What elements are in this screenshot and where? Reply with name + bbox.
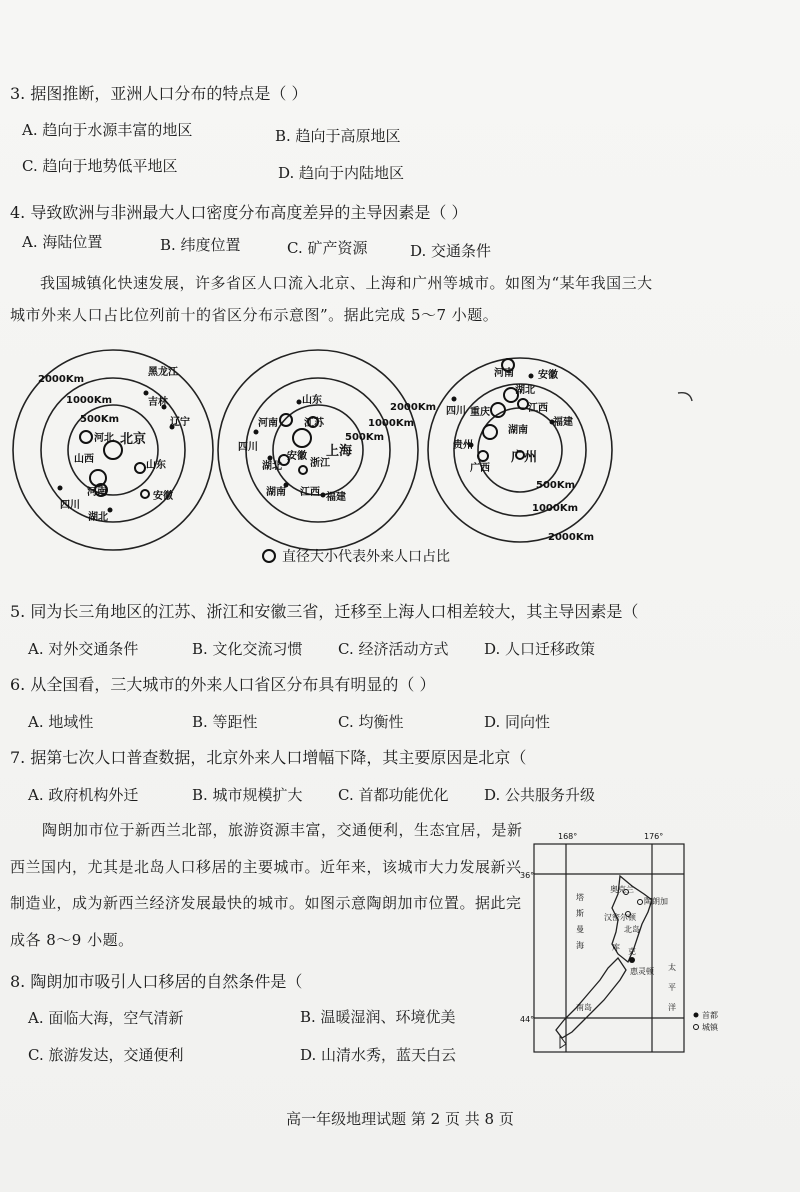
q7-option-c: C. 首都功能优化: [338, 786, 449, 804]
q4-stem: 4. 导致欧洲与非洲最大人口密度分布高度差异的主导因素是（ ）: [10, 203, 468, 222]
q7-option-a: A. 政府机构外迁: [28, 786, 139, 804]
map-sea-1: 塔: [576, 893, 584, 902]
beijing-province-3: 辽宁: [170, 417, 190, 428]
intro2-line3: 制造业，成为新西兰经济发展最快的城市。如图示意陶朗加市位置。据此完: [10, 894, 522, 912]
guangzhou-province-3: 湖北: [515, 385, 535, 396]
beijing-province-4: 河北: [94, 433, 114, 444]
q6-stem: 6. 从全国看，三大城市的外来人口省区分布具有明显的（ ）: [10, 675, 436, 694]
shanghai-province-3: 江苏: [304, 418, 324, 429]
beijing-marker-hebei: [80, 431, 92, 443]
intro2-line4: 成各 8～9 小题。: [10, 931, 134, 949]
q3-option-b: B. 趋向于高原地区: [275, 127, 401, 145]
q4-option-b: B. 纬度位置: [160, 236, 241, 254]
beijing-label-500: 500Km: [80, 414, 120, 425]
q6-option-b: B. 等距性: [192, 713, 258, 731]
guangzhou-label-500: 500Km: [536, 480, 576, 491]
shanghai-province-2: 河南: [258, 418, 278, 429]
beijing-province-7: 河南: [87, 487, 107, 498]
guangzhou-province-1: 河南: [494, 368, 514, 379]
shanghai-province-6: 湖北: [262, 461, 282, 472]
map-lon-176: 176°: [644, 832, 664, 841]
shanghai-province-4: 四川: [238, 442, 258, 453]
guangzhou-province-10: 广西: [470, 463, 490, 474]
q8-stem: 8. 陶朗加市吸引人口移居的自然条件是（: [10, 972, 303, 991]
beijing-province-2: 吉林: [148, 397, 168, 408]
city-migration-figure: [0, 335, 800, 575]
shanghai-label-1000: 1000Km: [368, 418, 415, 429]
map-city-hamilton: 汉密尔顿: [604, 913, 636, 922]
shanghai-province-9: 江西: [300, 487, 320, 498]
map-sea-3: 曼: [576, 925, 584, 934]
q6-option-d: D. 同向性: [484, 713, 551, 731]
shanghai-marker-zhejiang: [299, 466, 307, 474]
legend-capital-icon: [694, 1013, 699, 1018]
beijing-city-label: 北京: [120, 432, 147, 447]
q6-option-a: A. 地域性: [28, 713, 94, 731]
q5-option-b: B. 文化交流习惯: [192, 640, 303, 658]
map-north-island: 北岛: [624, 925, 640, 934]
map-lon-168: 168°: [558, 832, 578, 841]
map-city-tauranga: 陶朗加: [644, 897, 668, 906]
q5-option-c: C. 经济活动方式: [338, 640, 449, 658]
q8-option-a: A. 面临大海，空气清新: [28, 1009, 184, 1027]
shanghai-marker-henan: [280, 414, 292, 426]
q7-stem: 7. 据第七次人口普查数据，北京外来人口增幅下降，其主要原因是北京（: [10, 748, 527, 767]
shanghai-province-7: 浙江: [310, 458, 330, 469]
guangzhou-label-2000: 2000Km: [548, 532, 595, 543]
map-lat-36: 36°: [520, 871, 535, 880]
shanghai-province-1: 山东: [302, 395, 322, 406]
map-ocean-3: 洋: [668, 1003, 676, 1012]
q7-option-b: B. 城市规模扩大: [192, 786, 303, 804]
beijing-province-8: 安徽: [153, 491, 173, 502]
q3-option-d: D. 趋向于内陆地区: [278, 164, 405, 182]
shanghai-center-marker: [293, 429, 311, 447]
intro1-line2: 城市外来人口占比位列前十的省区分布示意图”。据此完成 5～7 小题。: [10, 306, 499, 324]
new-zealand-map: [520, 828, 760, 1060]
beijing-province-10: 湖北: [88, 512, 108, 523]
map-ocean-1: 太: [668, 963, 676, 972]
q8-option-b: B. 温暖湿润、环境优美: [300, 1008, 456, 1026]
q4-option-a: A. 海陆位置: [22, 233, 103, 251]
beijing-province-9: 四川: [60, 500, 80, 511]
q8-option-c: C. 旅游发达，交通便利: [28, 1046, 184, 1064]
guangzhou-marker-hunan: [483, 425, 497, 439]
beijing-marker-anhui: [141, 490, 149, 498]
map-sea-2: 斯: [576, 909, 584, 918]
shanghai-city-label: 上海: [326, 444, 353, 459]
map-sea-4: 海: [576, 941, 584, 950]
q3-option-a: A. 趋向于水源丰富的地区: [22, 121, 193, 139]
shanghai-label-2000: 2000Km: [390, 402, 437, 413]
map-marker-tauranga: [638, 900, 643, 905]
guangzhou-city-label: 广州: [511, 450, 538, 465]
beijing-label-1000: 1000Km: [66, 395, 113, 406]
map-strait-2: 克: [628, 947, 636, 956]
guangzhou-marker-guangxi: [478, 451, 488, 461]
guangzhou-province-8: 湖南: [508, 425, 528, 436]
shanghai-province-8: 湖南: [266, 487, 286, 498]
q3-option-c: C. 趋向于地势低平地区: [22, 157, 178, 175]
q8-option-d: D. 山清水秀，蓝天白云: [300, 1046, 457, 1064]
legend-town-icon: [694, 1025, 699, 1030]
intro2-line1: 陶朗加市位于新西兰北部，旅游资源丰富，交通便利，生态宜居，是新: [42, 821, 523, 839]
map-frame: [534, 844, 684, 1052]
guangzhou-province-7: 福建: [553, 417, 573, 428]
map-city-wellington: 惠灵顿: [630, 967, 654, 976]
guangzhou-province-6: 江西: [528, 403, 548, 414]
map-south-island: 南岛: [576, 1003, 592, 1012]
q4-option-c: C. 矿产资源: [287, 239, 368, 257]
map-strait-1: 库: [612, 943, 620, 952]
q5-stem: 5. 同为长三角地区的江苏、浙江和安徽三省，迁移至上海人口相差较大，其主导因素是（: [10, 602, 639, 621]
page-footer: 高一年级地理试题 第 2 页 共 8 页: [286, 1110, 514, 1128]
guangzhou-label-1000: 1000Km: [532, 503, 579, 514]
q6-option-c: C. 均衡性: [338, 713, 404, 731]
shanghai-province-5: 安徽: [287, 451, 307, 462]
guangzhou-province-2: 安徽: [538, 370, 558, 381]
q5-option-a: A. 对外交通条件: [28, 640, 139, 658]
shanghai-province-10: 福建: [326, 492, 346, 503]
beijing-label-2000: 2000Km: [38, 374, 85, 385]
beijing-province-5: 山西: [74, 454, 94, 465]
shanghai-label-500: 500Km: [345, 432, 385, 443]
q4-option-d: D. 交通条件: [410, 242, 492, 260]
q7-option-d: D. 公共服务升级: [484, 786, 596, 804]
map-legend-town: 城镇: [702, 1023, 718, 1032]
map-lat-44: 44°: [520, 1015, 535, 1024]
q5-option-d: D. 人口迁移政策: [484, 640, 596, 658]
intro1-line1: 我国城镇化快速发展，许多省区人口流入北京、上海和广州等城市。如图为“某年我国三大: [40, 274, 653, 292]
map-legend-capital: 首都: [702, 1011, 718, 1020]
guangzhou-province-9: 贵州: [453, 440, 473, 451]
legend-circle-icon: [263, 550, 275, 562]
map-ocean-2: 平: [668, 983, 676, 992]
beijing-province-1: 黑龙江: [148, 367, 178, 378]
beijing-province-6: 山东: [146, 460, 166, 471]
map-city-auckland: 奥克兰: [610, 885, 634, 894]
q3-stem: 3. 据图推断，亚洲人口分布的特点是（ ）: [10, 84, 308, 103]
guangzhou-province-5: 重庆: [470, 407, 490, 418]
beijing-marker-shandong: [135, 463, 145, 473]
guangzhou-province-4: 四川: [446, 406, 466, 417]
intro2-line2: 西兰国内，尤其是北岛人口移居的主要城市。近年来，该城市大力发展新兴: [10, 858, 522, 876]
map-marker-wellington: [629, 957, 635, 963]
figure1-legend: 直径大小代表外来人口占比: [282, 549, 450, 565]
